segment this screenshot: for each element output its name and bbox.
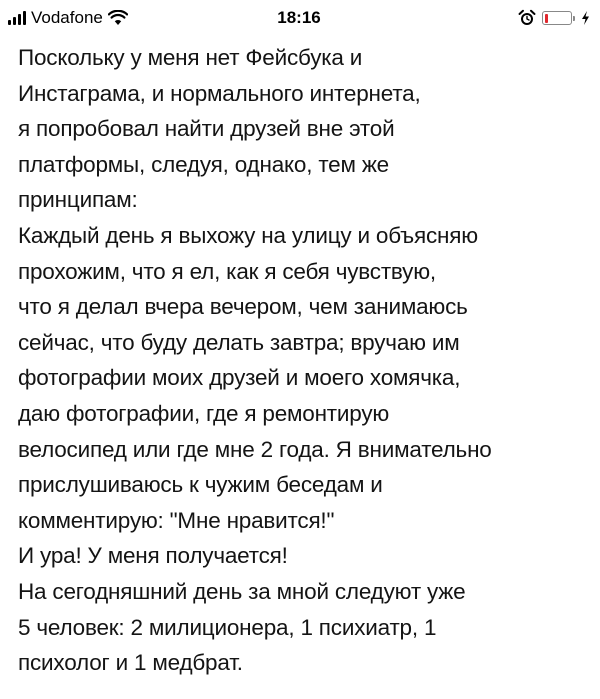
post-line: И ура! У меня получается! (18, 543, 288, 569)
post-text (18, 40, 590, 681)
charging-icon (581, 11, 590, 25)
post-line: принципам: (18, 187, 138, 213)
post-line: фотографии моих друзей и моего хомячка, (18, 365, 461, 391)
post-line: Поскольку у меня нет Фейсбука и (18, 45, 363, 70)
wifi-icon (108, 10, 128, 26)
battery-fill (545, 14, 549, 23)
battery-body (542, 11, 572, 25)
post-line: 5 человек: 2 милиционера, 1 психиатр, 1 (18, 614, 437, 640)
post-line: На сегодняшний день за мной следуют уже (18, 578, 466, 604)
status-bar-left (8, 8, 202, 28)
post-line: прислушиваюсь к чужим беседам и (18, 472, 383, 498)
status-bar-right (396, 9, 590, 27)
alarm-icon (518, 9, 536, 27)
post-line: Инстаграма, и нормального интернета, (18, 80, 421, 106)
battery-icon (542, 11, 575, 25)
post-line: что я делал вчера вечером, чем занимаюсь (18, 294, 468, 320)
clock-time: 18:16 (277, 8, 321, 27)
post-line: велосипед или где мне 2 года. Я внимательно (18, 436, 492, 462)
status-bar (0, 0, 600, 36)
post-line: платформы, следуя, однако, тем же (18, 151, 389, 177)
signal-icon (8, 11, 26, 25)
post-line: я попробовал найти друзей вне этой (18, 116, 395, 142)
post-line: психолог и 1 медбрат. (18, 650, 243, 676)
post-line: прохожим, что я ел, как я себя чувствую, (18, 258, 436, 284)
post-line: сейчас, что буду делать завтра; вручаю им (18, 329, 460, 355)
post-line: даю фотографии, где я ремонтирую (18, 400, 390, 426)
battery-tip (573, 16, 575, 21)
post-line: Каждый день я выхожу на улицу и объясняю (18, 222, 478, 248)
post-line: комментирую: "Мне нравится!" (18, 507, 335, 533)
carrier-name: Vodafone (31, 8, 103, 27)
